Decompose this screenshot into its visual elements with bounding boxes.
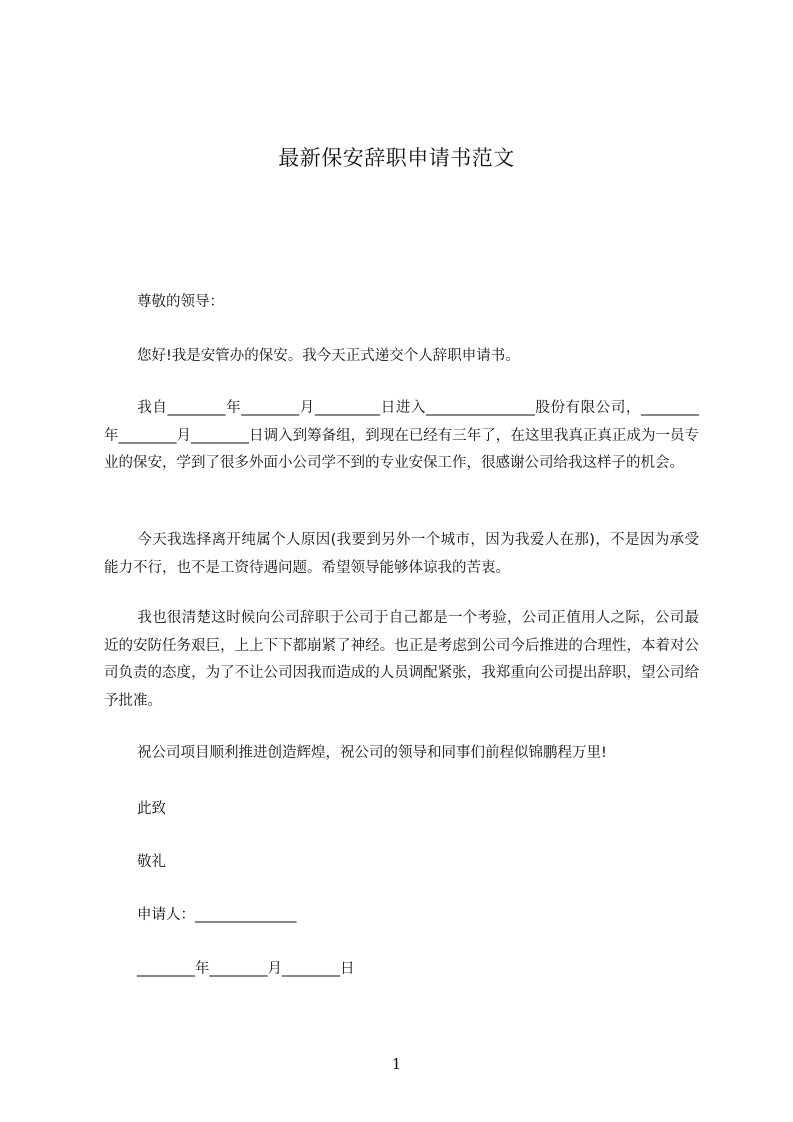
greeting: 您好!我是安管办的保安。我今天正式递交个人辞职申请书。: [137, 348, 520, 364]
paragraph-employment: 我自________年________月_________日进入_______________股份有限公司，________年________月________日调入到筹备组，到现在已经有三年了，在这里我真正真正成为一员专业的保安，学到了很多外面小公司学不到的专业安保工作，很感谢公司给我这样子的机会。: [104, 400, 699, 471]
closing-jingli: 敬礼: [137, 854, 166, 870]
document-title: 最新保安辞职申请书范文: [278, 146, 515, 170]
paragraph-reason: 今天我选择离开纯属个人原因(我要到另外一个城市，因为我爱人在那)，不是因为承受能力不行，也不是工资待遇问题。希望领导能够体谅我的苦衷。: [104, 532, 699, 576]
wishes: 祝公司项目顺利推进创造辉煌，祝公司的领导和同事们前程似锦鹏程万里!: [137, 745, 607, 761]
paragraph-consideration: 我也很清楚这时候向公司辞职于公司于自己都是一个考验，公司正值用人之际，公司最近的安防任务艰巨，上上下下都崩紧了神经。也正是考虑到公司今后推进的合理性，本着对公司负责的态度，为了不让公司因我而造成的人员调配紧张，我郑重向公司提出辞职，望公司给予批准。: [104, 610, 699, 709]
salutation: 尊敬的领导：: [137, 294, 224, 310]
page-number: 1: [391, 1055, 402, 1073]
closing-cizhi: 此致: [137, 801, 166, 817]
date-line: ________年________月________日: [137, 961, 355, 977]
applicant-signature-line: 申请人：______________: [137, 907, 297, 923]
